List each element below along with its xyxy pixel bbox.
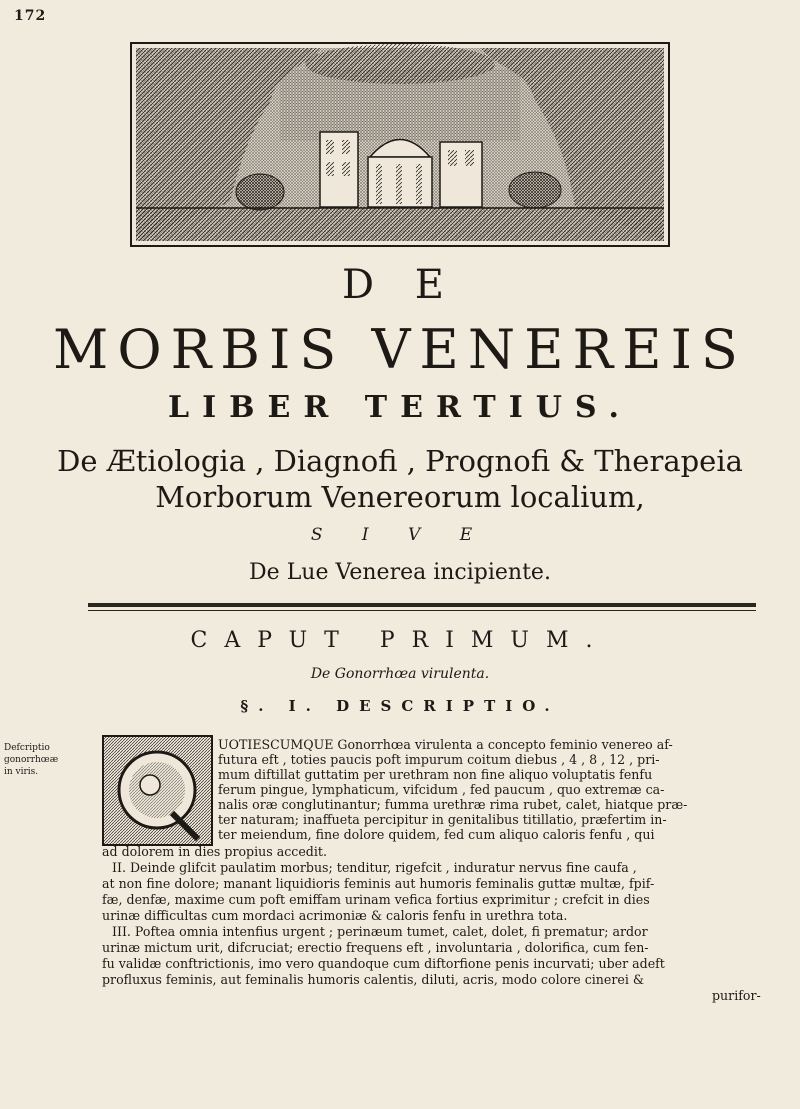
body-line: II. Deinde glifcit paulatim morbus; tenditur, rigefcit , induratur nervus fine caufa , <box>112 860 637 875</box>
title-main: MORBIS VENEREIS <box>53 318 747 381</box>
body-line: urinæ difficultas cum mordaci acrimoniæ & caloris fenfu in urethra tota. <box>102 908 568 923</box>
margin-note-line: Defcriptio <box>4 743 50 753</box>
body-line: purifor- <box>712 988 761 1003</box>
subtitle-sive: S I V E <box>310 525 490 545</box>
body-line: at non fine dolore; manant liquidioris feminis aut humoris feminalis guttæ multæ, fpif- <box>102 876 655 891</box>
body-line: fæ, denfæ, maxime cum poft emiffam urinam vefica fortius exprimitur ; crefcit in dies <box>102 892 650 907</box>
body-line: mum diftillat guttatim per urethram non fine aliquo voluptatis fenfu <box>218 767 653 782</box>
page-number: 172 <box>14 8 47 24</box>
margin-note-line: gonorrhœæ <box>4 755 59 765</box>
decorated-initial-q <box>102 735 213 846</box>
section-heading: §. I. DESCRIPTIO. <box>240 697 560 715</box>
body-line: profluxus feminis, aut feminalis humoris calentis, diluti, acris, modo colore cinerei & <box>102 972 645 987</box>
body-line: ad dolorem in dies propius accedit. <box>102 844 327 859</box>
body-line: UOTIESCUMQUE Gonorrhœa virulenta a concepto feminio venereo af- <box>218 737 673 752</box>
chapter-heading: CAPUT PRIMUM. <box>190 628 610 653</box>
body-line: ter meiendum, fine dolore quidem, fed cum aliquo caloris fenfu , qui <box>218 827 655 842</box>
body-line: fu validæ conftrictionis, imo vero quandoque cum diftorfione penis incurvati; uber adeft <box>102 956 665 971</box>
body-line: ter naturam; inaffueta percipitur in genitalibus titillatio, præfertim in- <box>218 812 667 827</box>
subtitle-line-3: De Lue Venerea incipiente. <box>249 560 551 585</box>
chapter-subheading: De Gonorrhœa virulenta. <box>310 666 490 682</box>
body-line: III. Poftea omnia intenfius urgent ; perinæum tumet, calet, dolet, fi prematur; ardor <box>112 924 648 939</box>
body-line: ferum pingue, lymphaticum, vifcidum , fed paucum , quo extremæ ca- <box>218 782 665 797</box>
subtitle-line-1: De Ætiologia , Diagnofi , Prognofi & Therapeia <box>57 444 743 478</box>
body-line: futura eft , toties paucis poft impurum coitum diebus , 4 , 8 , 12 , pri- <box>218 752 660 767</box>
subtitle-line-2: Morborum Venereorum localium, <box>155 480 645 514</box>
body-line: nalis oræ conglutinantur; fumma urethræ rima rubet, calet, hiatque præ- <box>218 797 688 812</box>
title-de: D E <box>342 262 458 308</box>
book-number: LIBER TERTIUS. <box>168 390 632 425</box>
double-rule-divider <box>88 603 756 611</box>
margin-note <box>4 742 64 778</box>
engraved-vignette-illustration <box>130 42 670 247</box>
body-line: urinæ mictum urit, difcruciat; erectio frequens eft , involuntaria , dolorifica, cum fen- <box>102 940 649 955</box>
margin-note-line: in viris. <box>4 767 39 777</box>
